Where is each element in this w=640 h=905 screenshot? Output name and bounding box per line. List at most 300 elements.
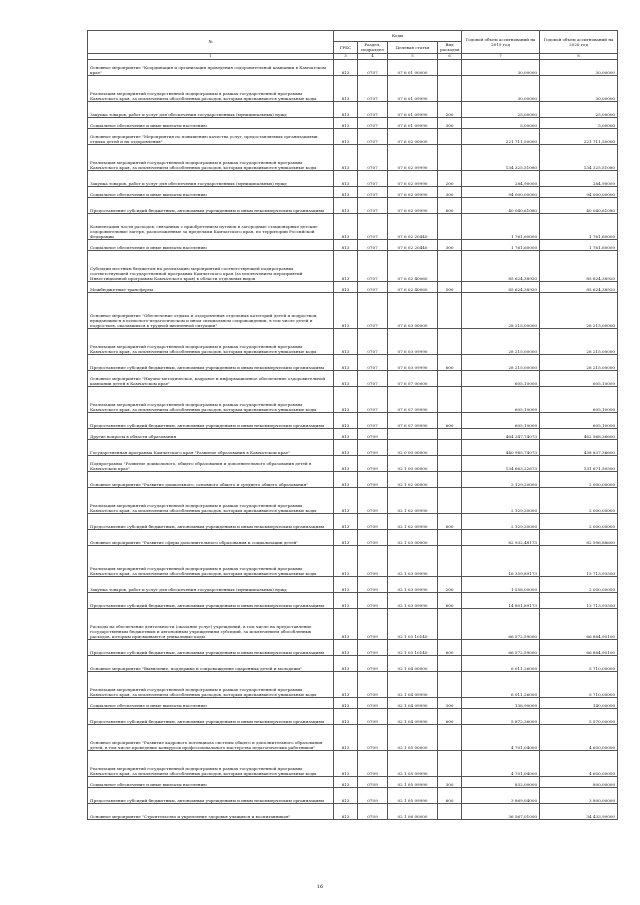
row-vr [438,803,462,819]
index-cell: 6 [438,53,462,59]
table-row [88,75,618,101]
row-csr: 02 1 05 00000 [388,724,438,750]
row-csr: 07 6 01 09990 [388,75,438,101]
row-razdel: 0707 [358,128,388,144]
row-csr: 02 1 05 09990 [388,787,438,803]
row-amount-2019: 1 558,00000 [462,576,540,592]
row-vr: 300 [438,117,462,128]
row-amount-2019: 134 663,22673 [462,455,540,471]
row-razdel: 0709 [358,471,388,487]
row-name: Предоставление субсидий бюджетным, автономным учреждениям и иным некоммерческим организациям [88,412,334,428]
table-row [88,697,618,708]
row-amount-2019: 605,10000 [462,412,540,428]
table-row [88,608,618,639]
table-row [88,750,618,776]
row-csr: 02 1 05 09990 [388,750,438,776]
row-amount-2019: 25,00000 [462,101,540,117]
row-csr: 07 6 02 09990 [388,186,438,197]
row-grbs: 813 [334,592,358,608]
row-csr: 02 1 02 09990 [388,513,438,529]
row-amount-2019: 94 000,00000 [462,186,540,197]
row-razdel: 0709 [358,428,388,439]
table-row [88,487,618,513]
row-grbs: 813 [334,186,358,197]
row-name: Основное мероприятие "Развитие кадрового потенциала системы общего и дополнительного образования детей, в том числе проведение конкурсов профессионального мастерства педагогических работников" [88,724,334,750]
row-csr: 02 1 03 09990 [388,545,438,576]
row-name: Государственная программа Камчатского края "Развитие образования в Камчатском крае" [88,439,334,455]
row-razdel: 0709 [358,487,388,513]
row-razdel: 0709 [358,545,388,576]
row-amount-2019: 221 711,50000 [462,128,540,144]
row-name: Предоставление субсидий бюджетным, автономным учреждениям и иным некоммерческим организациям [88,513,334,529]
row-amount-2020: 284,90000 [540,170,618,186]
table-row [88,803,618,819]
row-amount-2020: 30,00000 [540,75,618,101]
table-row [88,529,618,545]
row-razdel: 0707 [358,370,388,386]
row-razdel: 0709 [358,513,388,529]
row-name: Социальное обеспечение и иные выплаты населению [88,239,334,250]
row-name: Закупка товаров, работ и услуг для обеспечения государственных (муниципальных) нужд [88,576,334,592]
row-vr [438,545,462,576]
table-row [88,428,618,439]
row-amount-2019: 66 572,59000 [462,608,540,639]
row-vr [438,292,462,328]
row-grbs: 813 [334,545,358,576]
row-csr: 07 6 01 09990 [388,117,438,128]
row-amount-2020: 13 713,93500 [540,592,618,608]
row-vr: 600 [438,412,462,428]
row-csr: 02 1 02 09990 [388,487,438,513]
row-razdel: 0707 [358,328,388,354]
row-amount-2020: 438 837,36600 [540,439,618,455]
row-vr: 500 [438,281,462,292]
row-razdel: 0707 [358,101,388,117]
row-amount-2020: 2 000,00000 [540,513,618,529]
row-amount-2020: 30,00000 [540,59,618,75]
row-grbs: 813 [334,144,358,170]
row-razdel: 0707 [358,239,388,250]
row-amount-2020: 1 761,60000 [540,213,618,239]
row-vr [438,328,462,354]
row-vr: 300 [438,186,462,197]
row-amount-2019: 30,00000 [462,59,540,75]
row-razdel: 0709 [358,776,388,787]
header-row-1 [88,31,618,42]
table-row [88,545,618,576]
row-amount-2020: 5 570,00000 [540,708,618,724]
row-csr: 07 6 01 00000 [388,59,438,75]
row-name: Основное мероприятие "Координация и организация проведения оздоровительной кампании в Камчатском крае" [88,59,334,75]
table-row [88,250,618,281]
row-grbs: 813 [334,529,358,545]
row-amount-2019: 28 215,00000 [462,354,540,370]
row-csr: 02 1 00 00000 [388,455,438,471]
row-amount-2019: 66 572,59000 [462,639,540,655]
row-csr: 02 1 03 00000 [388,529,438,545]
row-grbs: 813 [334,639,358,655]
row-grbs: 813 [334,75,358,101]
table-row [88,787,618,803]
document-page [87,30,617,820]
row-amount-2020: 40 040,61080 [540,197,618,213]
row-csr: 07 6 07 00000 [388,370,438,386]
row-razdel: 0707 [358,250,388,281]
table-row [88,412,618,428]
row-vr: 200 [438,576,462,592]
row-name: Компенсация части расходов, связанных с приобретением путевок в загородные стационарные детские оздоровительные лагеря, расположенные за пределами Камчатского края, по территории Российской Федерации [88,213,334,239]
row-csr: 02 1 03 09990 [388,576,438,592]
row-name: Предоставление субсидий бюджетным, автономным учреждениям и иным некоммерческим организациям [88,197,334,213]
row-csr: 02 1 04 09990 [388,708,438,724]
row-amount-2020: 82 596,88600 [540,529,618,545]
row-vr [438,724,462,750]
row-grbs: 813 [334,412,358,428]
row-amount-2019: 36 567,01000 [462,803,540,819]
row-amount-2019: 28 215,00000 [462,328,540,354]
header-csr: Целевая статья [388,42,438,54]
row-grbs: 813 [334,513,358,529]
row-name: Реализация мероприятий государственной подпрограммы в рамках государственной программы Камчатского края, за исключением обособленных расходов, которым присваиваются уникальные коды [88,386,334,412]
row-grbs: 813 [334,487,358,513]
row-razdel: 0707 [358,59,388,75]
row-csr: 02 1 04 00000 [388,655,438,671]
row-razdel: 0709 [358,639,388,655]
row-amount-2020: 5 710,00000 [540,655,618,671]
row-grbs: 813 [334,281,358,292]
row-razdel: 0707 [358,144,388,170]
row-amount-2020: 221 711,50000 [540,128,618,144]
row-grbs: 813 [334,608,358,639]
row-amount-2020: 85 624,38920 [540,281,618,292]
table-body [88,59,618,819]
page-number: 16 [316,884,324,890]
row-amount-2019: 2 129,20000 [462,471,540,487]
row-razdel: 0709 [358,455,388,471]
row-amount-2020: 94 000,00000 [540,186,618,197]
row-razdel: 0707 [358,354,388,370]
table-row [88,239,618,250]
row-grbs: 813 [334,370,358,386]
row-razdel: 0707 [358,197,388,213]
row-grbs: 813 [334,439,358,455]
row-amount-2020: 15 713,93500 [540,545,618,576]
row-amount-2019: 2 129,20000 [462,513,540,529]
row-razdel: 0709 [358,803,388,819]
row-name: Социальное обеспечение и иные выплаты населению [88,697,334,708]
row-amount-2020: 605,10000 [540,386,618,412]
table-row [88,724,618,750]
row-csr: 07 6 02 09990 [388,170,438,186]
row-csr: 02 1 04 09990 [388,671,438,697]
row-vr [438,428,462,439]
row-name: Социальное обеспечение и иные выплаты населению [88,186,334,197]
index-cell: 1 [88,53,334,59]
row-grbs: 813 [334,170,358,186]
row-amount-2020: 85 624,38920 [540,250,618,281]
row-amount-2019: 85 624,38920 [462,281,540,292]
row-name: Основное мероприятие "Мероприятия по повышению качества услуг, предоставляемых организациями отдыха детей и их оздоровления" [88,128,334,144]
table-row [88,471,618,487]
row-csr: 07 6 07 09990 [388,412,438,428]
row-grbs: 813 [334,428,358,439]
row-razdel: 0707 [358,186,388,197]
header-grbs: ГРБС [334,42,358,54]
row-csr: 07 6 03 09990 [388,354,438,370]
row-amount-2019: 5,00000 [462,117,540,128]
row-vr: 300 [438,697,462,708]
row-grbs: 813 [334,250,358,281]
row-razdel: 0709 [358,655,388,671]
row-name: Основное мероприятие "Развитие дошкольного, основного общего и среднего общего образования" [88,471,334,487]
row-amount-2020: 2 000,00000 [540,487,618,513]
row-vr [438,655,462,671]
row-amount-2020: 605,10000 [540,412,618,428]
header-vr: Вид расходов [438,42,462,54]
row-csr: 02 0 00 00000 [388,439,438,455]
header-codes: Коды [334,31,462,42]
row-grbs: 813 [334,776,358,787]
row-vr: 600 [438,708,462,724]
row-grbs: 813 [334,117,358,128]
row-amount-2019: 464 347,74073 [462,428,540,439]
row-vr: 600 [438,513,462,529]
row-amount-2019: 2 129,20000 [462,487,540,513]
table-row [88,292,618,328]
row-name: Реализация мероприятий государственной подпрограммы в рамках государственной программы Камчатского края, за исключением обособленных расходов, которым присваиваются уникальные коды [88,671,334,697]
index-cell: 7 [462,53,540,59]
row-amount-2019: 5 872,36000 [462,708,540,724]
index-cell: 4 [358,53,388,59]
table-row [88,671,618,697]
row-vr: 600 [438,354,462,370]
row-amount-2020: 131 671,50500 [540,455,618,471]
row-amount-2019: 28 215,00000 [462,292,540,328]
table-row [88,655,618,671]
row-vr [438,59,462,75]
row-vr [438,128,462,144]
row-amount-2019: 4 701,04000 [462,750,540,776]
row-amount-2019: 440 985,74073 [462,439,540,455]
row-vr [438,370,462,386]
row-amount-2020: 4 600,00000 [540,750,618,776]
row-razdel: 0707 [358,386,388,412]
row-name: Реализация мероприятий государственной подпрограммы в рамках государственной программы Камчатского края, за исключением обособленных расходов, которым присваиваются уникальные коды [88,328,334,354]
table-row [88,128,618,144]
row-name: Предоставление субсидий бюджетным, автономным учреждениям и иным некоммерческим организациям [88,787,334,803]
row-vr [438,487,462,513]
table-row [88,592,618,608]
row-razdel: 0709 [358,724,388,750]
row-name: Основное мероприятие "Строительство и укрепление здоровья учащихся и воспитанников" [88,803,334,819]
row-grbs: 813 [334,697,358,708]
row-amount-2020: 2 000,00000 [540,471,618,487]
row-vr [438,529,462,545]
row-name: Социальное обеспечение и иные выплаты населению [88,117,334,128]
row-amount-2020: 134 325,51080 [540,144,618,170]
table-row [88,101,618,117]
table-row [88,59,618,75]
row-amount-2019: 6 011,26000 [462,655,540,671]
row-amount-2020: 5,00000 [540,117,618,128]
table-row [88,513,618,529]
row-grbs: 813 [334,655,358,671]
table-row [88,576,618,592]
row-amount-2019: 832,00000 [462,776,540,787]
row-grbs: 813 [334,128,358,144]
table-row [88,117,618,128]
row-razdel: 0709 [358,697,388,708]
row-csr: 07 6 02 20440 [388,213,438,239]
row-name: Расходы на обеспечение деятельности (оказание услуг) учреждений, в том числе на предоставление государственным бюджетным и автономным учреждениям субсидий, за исключением обособленных расходов, которым присваиваются уникальные коды [88,608,334,639]
row-name: Предоставление субсидий бюджетным, автономным учреждениям и иным некоммерческим организациям [88,639,334,655]
row-name: Социальное обеспечение и иные выплаты населению [88,776,334,787]
row-vr [438,75,462,101]
row-amount-2019: 1 761,60000 [462,213,540,239]
row-vr [438,250,462,281]
row-csr: 07 6 02 40060 [388,250,438,281]
row-razdel: 0709 [358,787,388,803]
row-razdel: 0707 [358,117,388,128]
row-amount-2020: 140,00000 [540,697,618,708]
row-vr [438,750,462,776]
row-amount-2020: 800,00000 [540,776,618,787]
table-row [88,370,618,386]
table-row [88,708,618,724]
row-razdel: 0709 [358,439,388,455]
row-razdel: 0707 [358,213,388,239]
row-csr: 07 6 02 00000 [388,128,438,144]
row-csr: 07 6 07 09990 [388,386,438,412]
row-name: Реализация мероприятий государственной подпрограммы в рамках государственной программы Камчатского края, за исключением обособленных расходов, которым присваиваются уникальные коды [88,144,334,170]
row-name: Реализация мероприятий государственной подпрограммы в рамках государственной программы Камчатского края, за исключением обособленных расходов, которым присваиваются уникальные коды [88,750,334,776]
row-razdel: 0707 [358,170,388,186]
row-razdel: 0709 [358,708,388,724]
row-csr: 07 6 03 09990 [388,328,438,354]
table-row [88,197,618,213]
row-amount-2019: 134 325,51080 [462,144,540,170]
table-row [88,776,618,787]
row-name: Подпрограмма "Развитие дошкольного, общего образования и дополнительного образования детей в Камчатском крае" [88,455,334,471]
table-row [88,281,618,292]
row-razdel: 0709 [358,608,388,639]
row-grbs: 813 [334,386,358,412]
row-razdel: 0709 [358,592,388,608]
row-amount-2019: 605,10000 [462,386,540,412]
row-csr: 02 1 03 10140 [388,639,438,655]
row-amount-2019: 6 011,26000 [462,671,540,697]
table-row [88,455,618,471]
row-grbs: 813 [334,671,358,697]
row-razdel: 0709 [358,750,388,776]
row-amount-2020: 5 710,00000 [540,671,618,697]
row-csr [388,428,438,439]
row-amount-2020: 28 215,00000 [540,292,618,328]
row-amount-2019: 14 801,89173 [462,592,540,608]
row-name: Основное мероприятие "Обеспечение отдыха и оздоровления отдельных категорий детей и подростков, нуждающихся в психолого-педагогическом и ином специальном сопровождении, в том числе детей и подростков, оказавшихся в трудной жизненной ситуации" [88,292,334,328]
row-grbs: 813 [334,354,358,370]
table-row [88,639,618,655]
row-amount-2020: 25,00000 [540,101,618,117]
row-vr [438,144,462,170]
row-name: Межбюджетные трансферты [88,281,334,292]
row-amount-2020: 3 800,00000 [540,787,618,803]
row-csr: 02 1 03 09990 [388,592,438,608]
row-vr: 600 [438,787,462,803]
row-razdel: 0709 [358,576,388,592]
row-grbs: 813 [334,750,358,776]
row-grbs: 813 [334,239,358,250]
row-grbs: 813 [334,213,358,239]
row-grbs: 813 [334,471,358,487]
index-cell: 5 [388,53,438,59]
row-amount-2020: 1 761,60000 [540,239,618,250]
row-name: Основное мероприятие "Научно-методическое, кадровое и информационное обеспечение оздоровительной кампании детей в Камчатском крае" [88,370,334,386]
row-csr: 02 1 04 09990 [388,697,438,708]
table-row [88,186,618,197]
row-csr: 02 1 03 10140 [388,608,438,639]
row-vr [438,386,462,412]
header-2020: Годовой объем ассигнований на 2020 год [540,31,618,54]
row-name: Закупка товаров, работ и услуг для обеспечения государственных (муниципальных) нужд [88,170,334,186]
row-amount-2019: 284,90000 [462,170,540,186]
row-razdel: 0707 [358,75,388,101]
row-amount-2020: 605,10000 [540,370,618,386]
row-amount-2019: 138,90000 [462,697,540,708]
row-grbs: 813 [334,708,358,724]
row-amount-2019: 605,10000 [462,370,540,386]
row-amount-2019: 16 359,89173 [462,545,540,576]
row-grbs: 813 [334,101,358,117]
row-amount-2019: 3 869,04000 [462,787,540,803]
row-vr [438,671,462,697]
row-csr: 07 6 02 40060 [388,281,438,292]
row-amount-2020: 28 215,00000 [540,328,618,354]
header-razdel: Раздел, подраздел [358,42,388,54]
row-csr: 07 6 01 09990 [388,101,438,117]
row-vr: 300 [438,776,462,787]
row-name: Реализация мероприятий государственной подпрограммы в рамках государственной программы Камчатского края, за исключением обособленных расходов, которым присваиваются уникальные коды [88,545,334,576]
row-amount-2019: 82 932,48173 [462,529,540,545]
row-vr [438,439,462,455]
row-csr: 02 1 05 09990 [388,776,438,787]
row-vr [438,455,462,471]
row-razdel: 0707 [358,292,388,328]
table-row [88,144,618,170]
row-razdel: 0709 [358,529,388,545]
index-cell: 3 [334,53,358,59]
row-name: Реализация мероприятий государственной подпрограммы в рамках государственной программы Камчатского края, за исключением обособленных расходов, которым присваиваются уникальные коды [88,487,334,513]
row-name: Предоставление субсидий бюджетным, автономным учреждениям и иным некоммерческим организациям [88,592,334,608]
row-grbs: 813 [334,328,358,354]
row-vr: 200 [438,101,462,117]
row-amount-2020: 28 215,00000 [540,354,618,370]
row-amount-2020: 462 968,36600 [540,428,618,439]
row-grbs: 813 [334,455,358,471]
row-name: Субсидии местным бюджетам на реализацию мероприятий соответствующей подпрограммы соответствующей государственной программы Камчатского края (за исключением мероприятий Инвестиционной программы Камчатского края) в области отдельных видов [88,250,334,281]
table-row [88,354,618,370]
row-vr [438,608,462,639]
row-amount-2019: 30,00000 [462,75,540,101]
row-amount-2019: 4 701,04000 [462,724,540,750]
row-csr: 07 6 02 20440 [388,239,438,250]
row-razdel: 0707 [358,412,388,428]
header-num: № [88,31,334,54]
row-razdel: 0707 [358,281,388,292]
table-row [88,213,618,239]
row-csr: 02 1 06 00000 [388,803,438,819]
row-grbs: 813 [334,197,358,213]
